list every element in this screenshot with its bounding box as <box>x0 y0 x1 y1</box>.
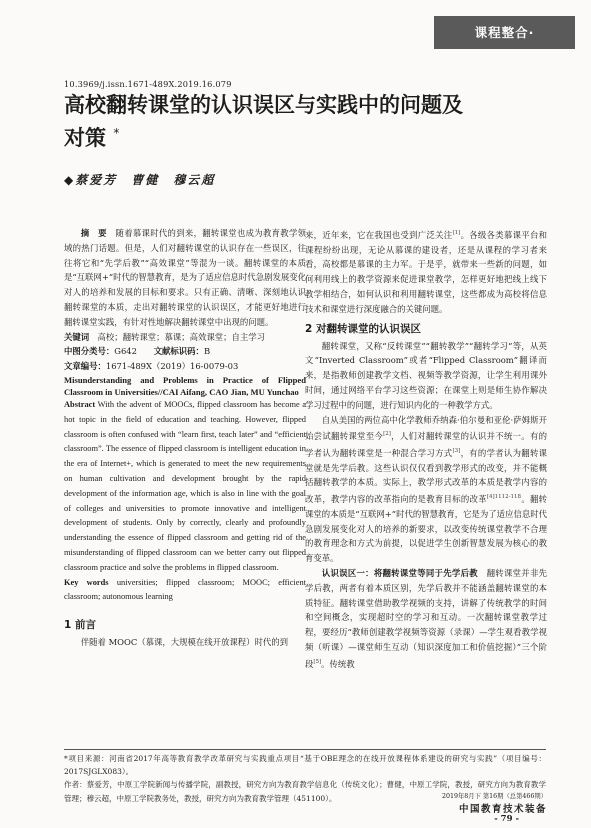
right-paragraph-3 <box>305 413 547 566</box>
misconception-label: 认识误区一：将翻转课堂等同于先学后教 <box>321 567 478 578</box>
keywords <box>64 330 306 345</box>
article-number-value: 1671-489X（2019）16-0079-03 <box>105 361 239 372</box>
section-1-text: 伴随着 MOOC（慕课，大规模在线开放课程）时代的到 <box>80 637 289 648</box>
text: 自从美国的两位高中化学教师乔纳森·伯尔曼和亚伦·萨姆斯开始尝试翻转课堂至今 <box>305 414 547 442</box>
english-abstract <box>64 398 306 576</box>
keywords-text: 高校；翻转课堂；慕课；高效课堂；自主学习 <box>97 331 265 342</box>
author-3: 穆云超 <box>173 173 216 187</box>
article-title <box>64 91 464 152</box>
english-keywords <box>64 576 306 606</box>
text: ，有的学者认为翻转课堂就是先学后教。这些认识仅仅看到教学形式的改变，并不能概括翻转教学的本质。实际上，教学形式改革的本质是教学内容的改革，教学内容的改革指向的是教育目标的改革 <box>305 447 548 504</box>
footnote-authors: 作者：蔡爱芳，中原工学院新闻与传播学院，副教授，研究方向为教育教学信息化（传统文化）；曹健，中原工学院，教授，研究方向为教育教学管理；穆云超，中原工学院教务处，教授，研究方向为教育教学管理（451100）。 <box>64 780 546 803</box>
text: ，人们对翻转课堂的认识并不统一。有的学者认为翻转课堂是一种混合学习方式 <box>305 431 548 458</box>
citation: [4]1112-118 <box>486 494 522 501</box>
article-number-label: 文章编号： <box>64 361 106 372</box>
text: 。传统教 <box>321 658 355 669</box>
citation: [2] <box>383 431 391 438</box>
right-paragraph-4 <box>305 566 547 671</box>
clc-label: 中图分类号： <box>64 346 115 357</box>
doc-code-value: B <box>203 346 211 357</box>
right-paragraph-2: 翻转课堂，又称“反转课堂”“翻转教学”“翻转学习”等，从英文“Inverted Classroom”或者“Flipped Classroom”翻译而来，是指教师创建教学文档、视频等教学资源，让学生利用课外时间，通过网络平台学习这些资源；在课堂上则是师生协作解决学习过程中的问题，进行知识内化的一种教学方式。 <box>305 340 547 410</box>
citation: [3] <box>452 447 461 454</box>
title-footnote-mark: * <box>113 126 120 140</box>
clc <box>64 344 306 359</box>
text: 。翻转课堂的本质是“互联网+”时代的智慧教育，它是为了适应信息时代急剧发展变化对人的培养的新要求，以改变传统课堂教学不合理的教育理念和方式为前提，以促进学生创新智慧发展为核心的教育变革。 <box>305 493 548 564</box>
clc-value: G642 <box>114 346 137 357</box>
doc-code-label: 文献标识码： <box>153 346 204 357</box>
citation: [1] <box>452 230 461 236</box>
keywords-label: 关键词 <box>64 331 90 342</box>
text: 。各级各类慕课平台和课程纷纷出现，无论从慕课的建设者，还是从课程的学习者来看，高校都是慕课的主力军。于是乎，就带来一些新的问题，如何利用线上的教学资源来促进课堂教学，怎样更好地把线上线下教学相结合，如何认识和利用翻转课堂，这些都成为高校将信息技术和课堂进行深度融合的关键问题。 <box>305 229 548 314</box>
right-paragraph-1 <box>305 226 547 317</box>
english-abstract-text: With the advent of MOOCs, flipped classroom has become a hot topic in the field of education and teaching. However, flipped classroom is often confused with “learn first, teach later” and “efficient classroom”. The essence of flipped classroom is intelligent education in the era of Internet+, which is generated to meet the new requirements on human cultivation and development brought by the rapid development of the information age, which is also in line with the goal of colleges and universities to promote innovative and intelligent development of students. Only by correctly, clearly and profoundly understanding the essence of flipped classroom and getting rid of the misunderstanding of flipped classroom can we better carry out flipped classroom practice and solve the problems in flipped classroom. <box>64 399 306 572</box>
article-number <box>64 359 306 374</box>
text: 翻转课堂并非先学后教，两者有着本质区别，先学后教并不能涵盖翻转课堂的本质特征。翻转课堂借助教学视频的支持，讲解了传统教学的时间和空间概念，实现超时空的学习和互动。一次翻转课堂教学过程，要经历“教师创建教学视频等资源（录课）—学生观看教学视频（听课）—课堂师生互动（知识深度加工和价值挖掘）”三个阶段 <box>305 567 548 669</box>
citation: [5] <box>313 658 322 665</box>
english-abstract-label: Abstract <box>64 399 96 409</box>
doi: 10.3969/j.issn.1671-489X.2019.16.079 <box>64 79 232 89</box>
english-keywords-label: Key words <box>64 577 109 587</box>
issue-info: 2019年8月下 第16期（总第466期） <box>441 793 547 800</box>
english-keywords-text: universities; flipped classroom; MOOC; efficient classroom; autonomous learning <box>64 577 306 602</box>
section-2-heading: 2 对翻转课堂的认识误区 <box>305 322 421 335</box>
text: 来，近年来，它在我国也受到广泛关注 <box>305 229 453 240</box>
authors: ◆蔡爱芳 曹健 穆云超 <box>64 173 216 187</box>
english-title: Misunderstanding and Problems in Practice of Flipped Classroom in Universities//CAI Aifang, CAO Jian, MU Yunchao <box>64 374 306 397</box>
title-text: 高校翻转课堂的认识误区与实践中的问题及对策 <box>64 93 463 150</box>
footnote-funding: *项目来源：河南省2017年高等教育教学改革研究与实践重点项目“基于OBE理念的在线开放课程体系建设的研究与实践”（项目编号：2017SJGLX083）。 <box>64 754 546 777</box>
abstract <box>64 226 306 330</box>
abstract-text: 随着慕课时代的到来，翻转课堂也成为教育教学领域的热门话题。但是，人们对翻转课堂的认识存在一些误区，往往将它和“先学后教”“高效课堂”等混为一谈。翻转课堂的本质是“互联网+”时代的智慧教育，是为了适应信息时代急剧发展变化对人的培养和发展的目标和要求。只有正确、清晰、深刻地认识翻转课堂的本质，走出对翻转课堂的认识误区，才能更好地进行翻转课堂实践，有针对性地解决翻转课堂中出现的问题。 <box>64 228 307 327</box>
left-column <box>64 226 306 650</box>
footnote-divider <box>64 749 546 750</box>
right-column <box>305 226 547 671</box>
page-number: - 79 - <box>494 814 519 824</box>
section-1-heading: 1 前言 <box>64 619 96 632</box>
section-tag: 课程整合· <box>434 16 575 49</box>
author-1: 蔡爱芳 <box>75 173 118 187</box>
journal-name: 中国教育技术装备 <box>458 804 547 815</box>
abstract-label: 摘 要 <box>80 228 107 238</box>
author-2: 曹健 <box>131 173 160 187</box>
